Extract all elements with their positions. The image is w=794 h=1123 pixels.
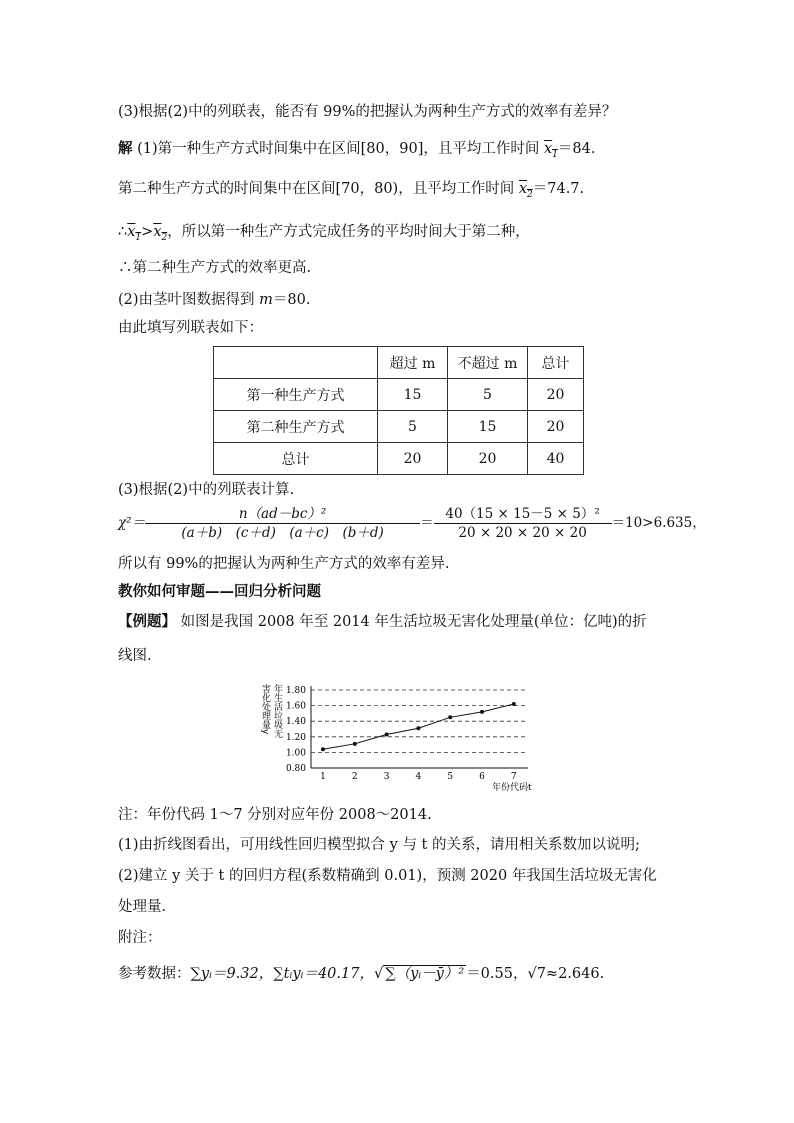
example-line-2: 线图.	[118, 648, 152, 664]
table-header-cell: 总计	[528, 347, 584, 379]
chi-result: ＝10>6.635，	[611, 515, 706, 531]
note: 注：年份代码 1～7 分别对应年份 2008～2014.	[118, 807, 432, 823]
x-tick-label: 6	[479, 772, 485, 782]
data-point	[480, 710, 484, 714]
y-tick-label: 1.60	[285, 701, 306, 712]
table-row	[214, 411, 584, 443]
solution-line-2	[118, 179, 584, 205]
x-tick-label: 1	[320, 772, 326, 782]
data-point	[321, 747, 325, 751]
y-tick-label: 1.20	[285, 732, 306, 743]
table-row	[214, 379, 584, 411]
chi-fraction-2: $\frac{\text{40（15 × 15－5 × 5）²}}{20 \times 20 \times 20 \times 20}$	[434, 505, 612, 542]
x-tick-label: 3	[383, 772, 390, 782]
mean-x2: $x_2$	[518, 181, 533, 200]
part-3-line: (3)根据(2)中的列联表计算.	[118, 482, 295, 498]
part-2-line: (2)由茎叶图数据得到 m＝80.	[118, 292, 311, 308]
data-point	[385, 732, 389, 736]
table-cell: 20	[528, 411, 584, 443]
reference-sum-y: ∑yᵢ＝9.32，	[190, 966, 274, 982]
part-2b-line: 由此填写列联表如下：	[118, 320, 263, 336]
reference-sum-ty: ∑tᵢyᵢ＝40.17，	[273, 966, 374, 982]
table-header-cell: 超过 m	[378, 347, 448, 379]
table-cell: 15	[378, 379, 448, 411]
y-tick-label: 1.00	[285, 748, 306, 759]
question-3: (3)根据(2)中的列联表，能否有 99%的把握认为两种生产方式的效率有差异？	[118, 104, 617, 120]
chi-fraction-1: $\frac{\text{n（ad－bc）²}}{(a+b) (c+d) (a+c) (b+d)}$	[145, 505, 420, 542]
x-tick-label: 4	[415, 772, 422, 782]
mean-x1: $x_1$	[543, 141, 558, 160]
y-tick-label: 1.40	[285, 717, 306, 728]
reference-label: 参考数据：	[118, 966, 191, 982]
x-axis-label: 年份代码t	[492, 783, 532, 793]
reference-data: 参考数据：∑yᵢ＝9.32，∑tᵢyᵢ＝40.17，√ ∑（yᵢ－ȳ）² ＝0.55，√7≈2.646.	[118, 966, 605, 982]
mean-x2-compare: $x_2$	[153, 224, 168, 243]
mean-x1-compare: $x_1$	[127, 224, 142, 243]
solution-line-4: ∴第二种生产方式的效率更高.	[118, 260, 312, 276]
table-header-row	[214, 347, 584, 379]
table-cell: 第一种生产方式	[214, 379, 378, 411]
table-cell: 20	[448, 443, 528, 475]
x-tick-label: 5	[447, 772, 454, 782]
solution-label: 解	[118, 141, 133, 157]
chi-square-formula: χ²＝ $\frac{\text{n（ad－bc）²}}{(a+b) (c+d) (a+c) (b+d)}$ ＝ $\frac{\text{40（15 × 15－5 × 5）²}}{20 \times 20 \times 20 \times 20}$ ＝10>6.635，	[118, 506, 706, 541]
reference-sqrt: ∑（yᵢ－ȳ）²	[385, 966, 465, 982]
y-tick-label: 0.80	[285, 764, 306, 774]
x-tick-label: 2	[351, 772, 358, 782]
y-label-right-column: 年生活垃圾无	[272, 684, 282, 738]
question-1: (1)由折线图看出，可用线性回归模型拟合 y 与 t 的关系，请用相关系数加以说明;	[118, 837, 640, 853]
mean-x1-value: ＝84.	[557, 141, 596, 157]
example-label: 【例题】	[118, 614, 176, 630]
solution-line-1	[118, 139, 595, 165]
appendix-label: 附注：	[118, 930, 162, 946]
chi-lhs: χ²＝	[118, 515, 146, 531]
data-point	[512, 702, 516, 706]
table-header-cell	[214, 347, 378, 379]
solution-line-3: $\therefore x_1>x_2$，所以第一种生产方式完成任务的平均时间大于第二种，	[118, 224, 530, 243]
y-tick-label: 1.80	[285, 686, 306, 696]
table-cell: 15	[448, 411, 528, 443]
y-label-left-column: 害化处理量y	[260, 684, 270, 735]
line-chart	[254, 680, 554, 798]
section-title: 教你如何审题——回归分析问题	[118, 584, 321, 600]
data-point	[353, 742, 357, 746]
table-cell: 20	[378, 443, 448, 475]
question-2: (2)建立 y 关于 t 的回归方程(系数精确到 0.01)，预测 2020 年我国生活垃圾无害化	[118, 868, 657, 884]
mean-x2-value: ＝74.7.	[532, 181, 585, 197]
question-2b: 处理量.	[118, 899, 167, 915]
table-cell: 总计	[214, 443, 378, 475]
table-row	[214, 443, 584, 475]
table-cell: 20	[528, 379, 584, 411]
table-cell: 第二种生产方式	[214, 411, 378, 443]
conclusion: 所以有 99%的把握认为两种生产方式的效率有差异.	[118, 556, 450, 572]
example-text: 如图是我国 2008 年至 2014 年生活垃圾无害化处理量(单位：亿吨)的折	[180, 614, 647, 630]
data-point	[416, 726, 420, 730]
solution-2-text: 第二种生产方式的时间集中在区间[70，80)，且平均工作时间	[118, 181, 515, 197]
table-cell: 5	[378, 411, 448, 443]
example-line-1	[118, 612, 647, 632]
solution-1-text: (1)第一种生产方式时间集中在区间[80，90]，且平均工作时间	[137, 141, 540, 157]
reference-values: ＝0.55，√7≈2.646.	[466, 966, 605, 982]
contingency-table	[213, 346, 584, 475]
solution-3-text: ，所以第一种生产方式完成任务的平均时间大于第二种，	[167, 224, 530, 240]
data-point	[448, 715, 452, 719]
x-tick-label: 7	[510, 772, 517, 782]
table-cell: 5	[448, 379, 528, 411]
table-header-cell: 不超过 m	[448, 347, 528, 379]
table-cell: 40	[528, 443, 584, 475]
